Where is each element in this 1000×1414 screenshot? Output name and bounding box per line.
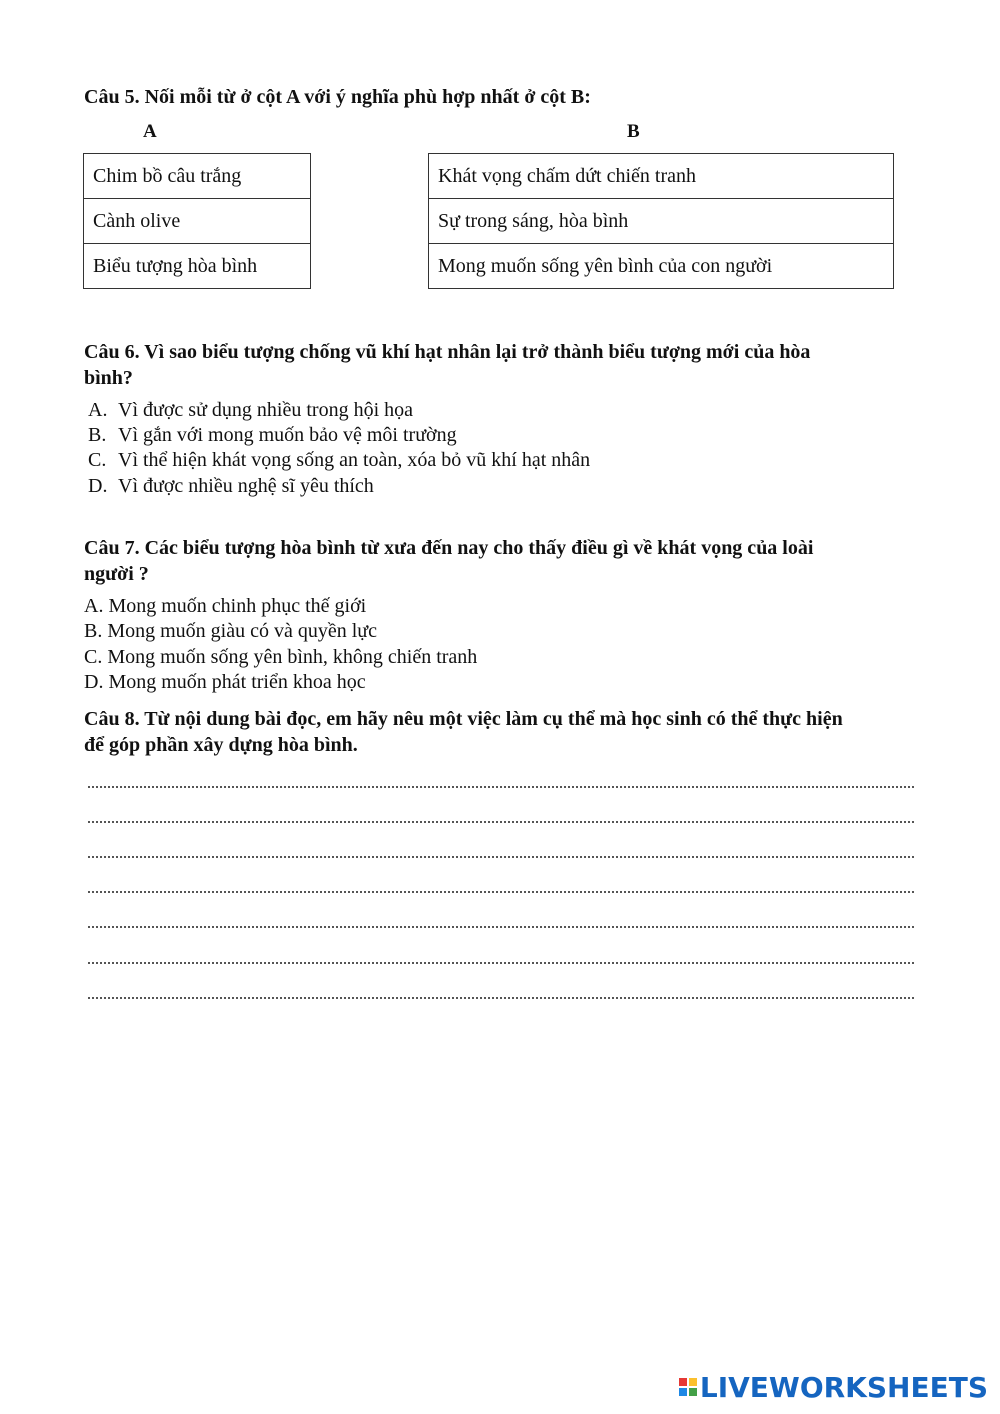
column-a-item[interactable]: Biểu tượng hòa bình	[84, 244, 311, 289]
option-text: Vì được sử dụng nhiều trong hội họa	[118, 399, 413, 421]
question-8-title-line2: để góp phần xây dựng hòa bình.	[84, 734, 358, 756]
question-7-title-line2: người ?	[84, 563, 149, 585]
answer-line[interactable]	[88, 991, 914, 999]
option-d[interactable]: D. Mong muốn phát triển khoa học	[84, 670, 366, 693]
answer-line[interactable]	[88, 920, 914, 928]
question-8-title-line1: Câu 8. Từ nội dung bài đọc, em hãy nêu một việc làm cụ thể mà học sinh có thể thực hiện	[84, 708, 843, 730]
logo-text: LIVEWORKSHEETS	[699, 1370, 988, 1404]
option-d[interactable]	[88, 474, 590, 499]
option-c[interactable]	[88, 448, 590, 473]
option-c[interactable]: C. Mong muốn sống yên bình, không chiến tranh	[84, 645, 478, 668]
option-letter: D.	[88, 474, 108, 497]
logo-square-icon	[689, 1388, 697, 1396]
question-6-title-line1: Câu 6. Vì sao biểu tượng chống vũ khí hạt nhân lại trở thành biểu tượng mới của hòa	[84, 341, 811, 363]
question-8-title	[84, 706, 843, 758]
answer-line[interactable]	[88, 885, 914, 893]
answer-line[interactable]	[88, 815, 914, 823]
answer-line[interactable]	[88, 850, 914, 858]
logo-square-icon	[679, 1388, 687, 1396]
answer-line[interactable]	[88, 780, 914, 788]
column-a-item[interactable]: Cành olive	[84, 199, 311, 244]
question-7-title-line1: Câu 7. Các biểu tượng hòa bình từ xưa đến nay cho thấy điều gì về khát vọng của loài	[84, 537, 814, 559]
option-b[interactable]	[88, 423, 590, 448]
option-text: Vì được nhiều nghệ sĩ yêu thích	[118, 474, 374, 497]
column-b-table	[428, 153, 894, 289]
logo-mark-icon	[679, 1378, 697, 1396]
question-7-title	[84, 535, 813, 587]
column-a-table	[83, 153, 311, 289]
option-text: Vì gắn với mong muốn bảo vệ môi trường	[118, 424, 457, 447]
column-b-header: B	[627, 121, 640, 142]
question-6-title-line2: bình?	[84, 367, 133, 389]
column-a-item[interactable]: Chim bồ câu trắng	[84, 154, 311, 199]
question-5-title: Câu 5. Nối mỗi từ ở cột A với ý nghĩa phù hợp nhất ở cột B:	[84, 86, 591, 108]
option-text: Vì thể hiện khát vọng sống an toàn, xóa bỏ vũ khí hạt nhân	[118, 449, 591, 472]
column-b-item[interactable]: Mong muốn sống yên bình của con người	[429, 244, 894, 289]
option-letter: C.	[88, 449, 107, 472]
answer-line[interactable]	[88, 956, 914, 964]
option-b[interactable]: B. Mong muốn giàu có và quyền lực	[84, 620, 378, 643]
option-letter: B.	[88, 424, 107, 447]
question-6-options	[88, 398, 590, 499]
question-6-title	[84, 339, 810, 391]
column-b-item[interactable]: Sự trong sáng, hòa bình	[429, 199, 894, 244]
question-7-options	[84, 594, 477, 695]
column-a-header: A	[143, 121, 157, 142]
logo-square-icon	[689, 1378, 697, 1386]
option-a[interactable]: A. Mong muốn chinh phục thế giới	[84, 595, 367, 617]
option-letter: A.	[88, 399, 108, 421]
liveworksheets-logo	[679, 1370, 988, 1404]
option-a[interactable]	[88, 398, 590, 423]
logo-square-icon	[679, 1378, 687, 1386]
column-b-item[interactable]: Khát vọng chấm dứt chiến tranh	[429, 154, 894, 199]
